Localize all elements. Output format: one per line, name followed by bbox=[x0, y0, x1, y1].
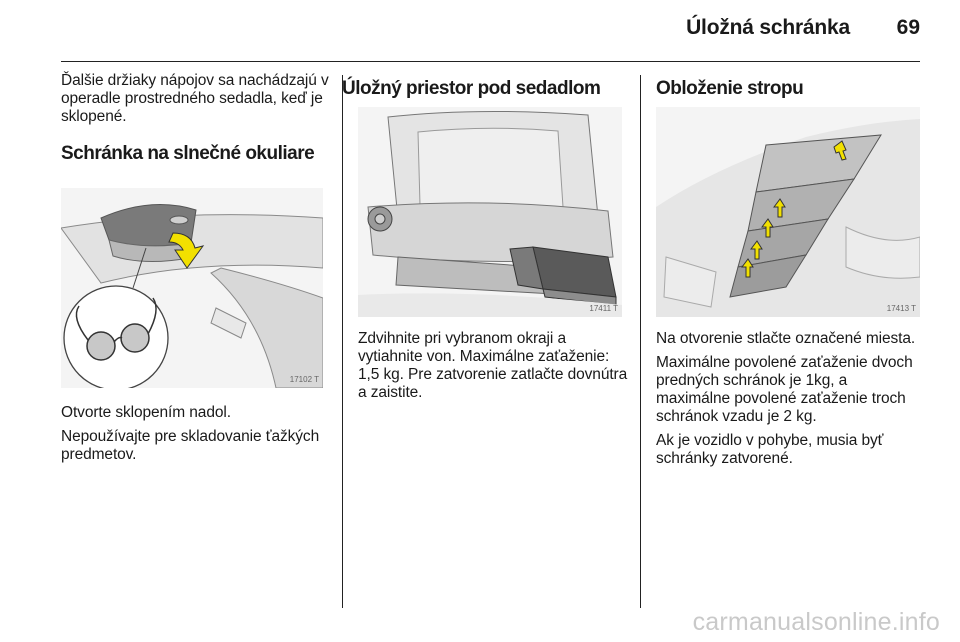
column-divider-2 bbox=[640, 75, 641, 608]
page-number: 69 bbox=[896, 16, 920, 39]
section-heading-sunglasses: Schránka na slnečné okuliare bbox=[61, 143, 315, 164]
section-heading-headliner: Obloženie stropu bbox=[656, 78, 804, 99]
header-divider bbox=[61, 61, 920, 62]
under-seat-paragraph-1: Zdvihnite pri vybranom okraji a vytiahnite von. Maximálne zaťaženie: 1,5 kg. Pre zatvorenie zatlačte dovnútra a zaistite. bbox=[358, 330, 628, 401]
watermark: carmanualsonline.info bbox=[692, 608, 940, 636]
sunglasses-paragraph-1: Otvorte sklopením nadol. bbox=[61, 404, 231, 421]
headliner-paragraph-3: Ak je vozidlo v pohybe, musia byť schránky zatvorené. bbox=[656, 432, 884, 467]
page-title: Úložná schránka bbox=[686, 16, 850, 39]
figure-id-17411: 17411 T bbox=[589, 304, 618, 313]
sunglasses-paragraph-2: Nepoužívajte pre skladovanie ťažkých predmetov. bbox=[61, 428, 320, 463]
headliner-paragraph-2: Maximálne povolené zaťaženie dvoch predných schránok je 1kg, a maximálne povolené zaťaženie troch schránok vzadu je 2 kg. bbox=[656, 354, 913, 425]
headliner-paragraph-1: Na otvorenie stlačte označené miesta. bbox=[656, 330, 916, 347]
column-divider-1 bbox=[342, 75, 343, 608]
under-seat-storage-figure bbox=[358, 107, 622, 317]
intro-paragraph: Ďalšie držiaky nápojov sa nachádzajú v operadle prostredného sedadla, keď je sklopené. bbox=[61, 72, 329, 125]
section-heading-under-seat: Úložný priestor pod sedadlom bbox=[342, 78, 601, 99]
sunglasses-holder-figure bbox=[61, 188, 323, 388]
figure-id-17102: 17102 T bbox=[289, 375, 319, 384]
headliner-storage-figure bbox=[656, 107, 920, 317]
figure-id-17413: 17413 T bbox=[886, 304, 916, 313]
